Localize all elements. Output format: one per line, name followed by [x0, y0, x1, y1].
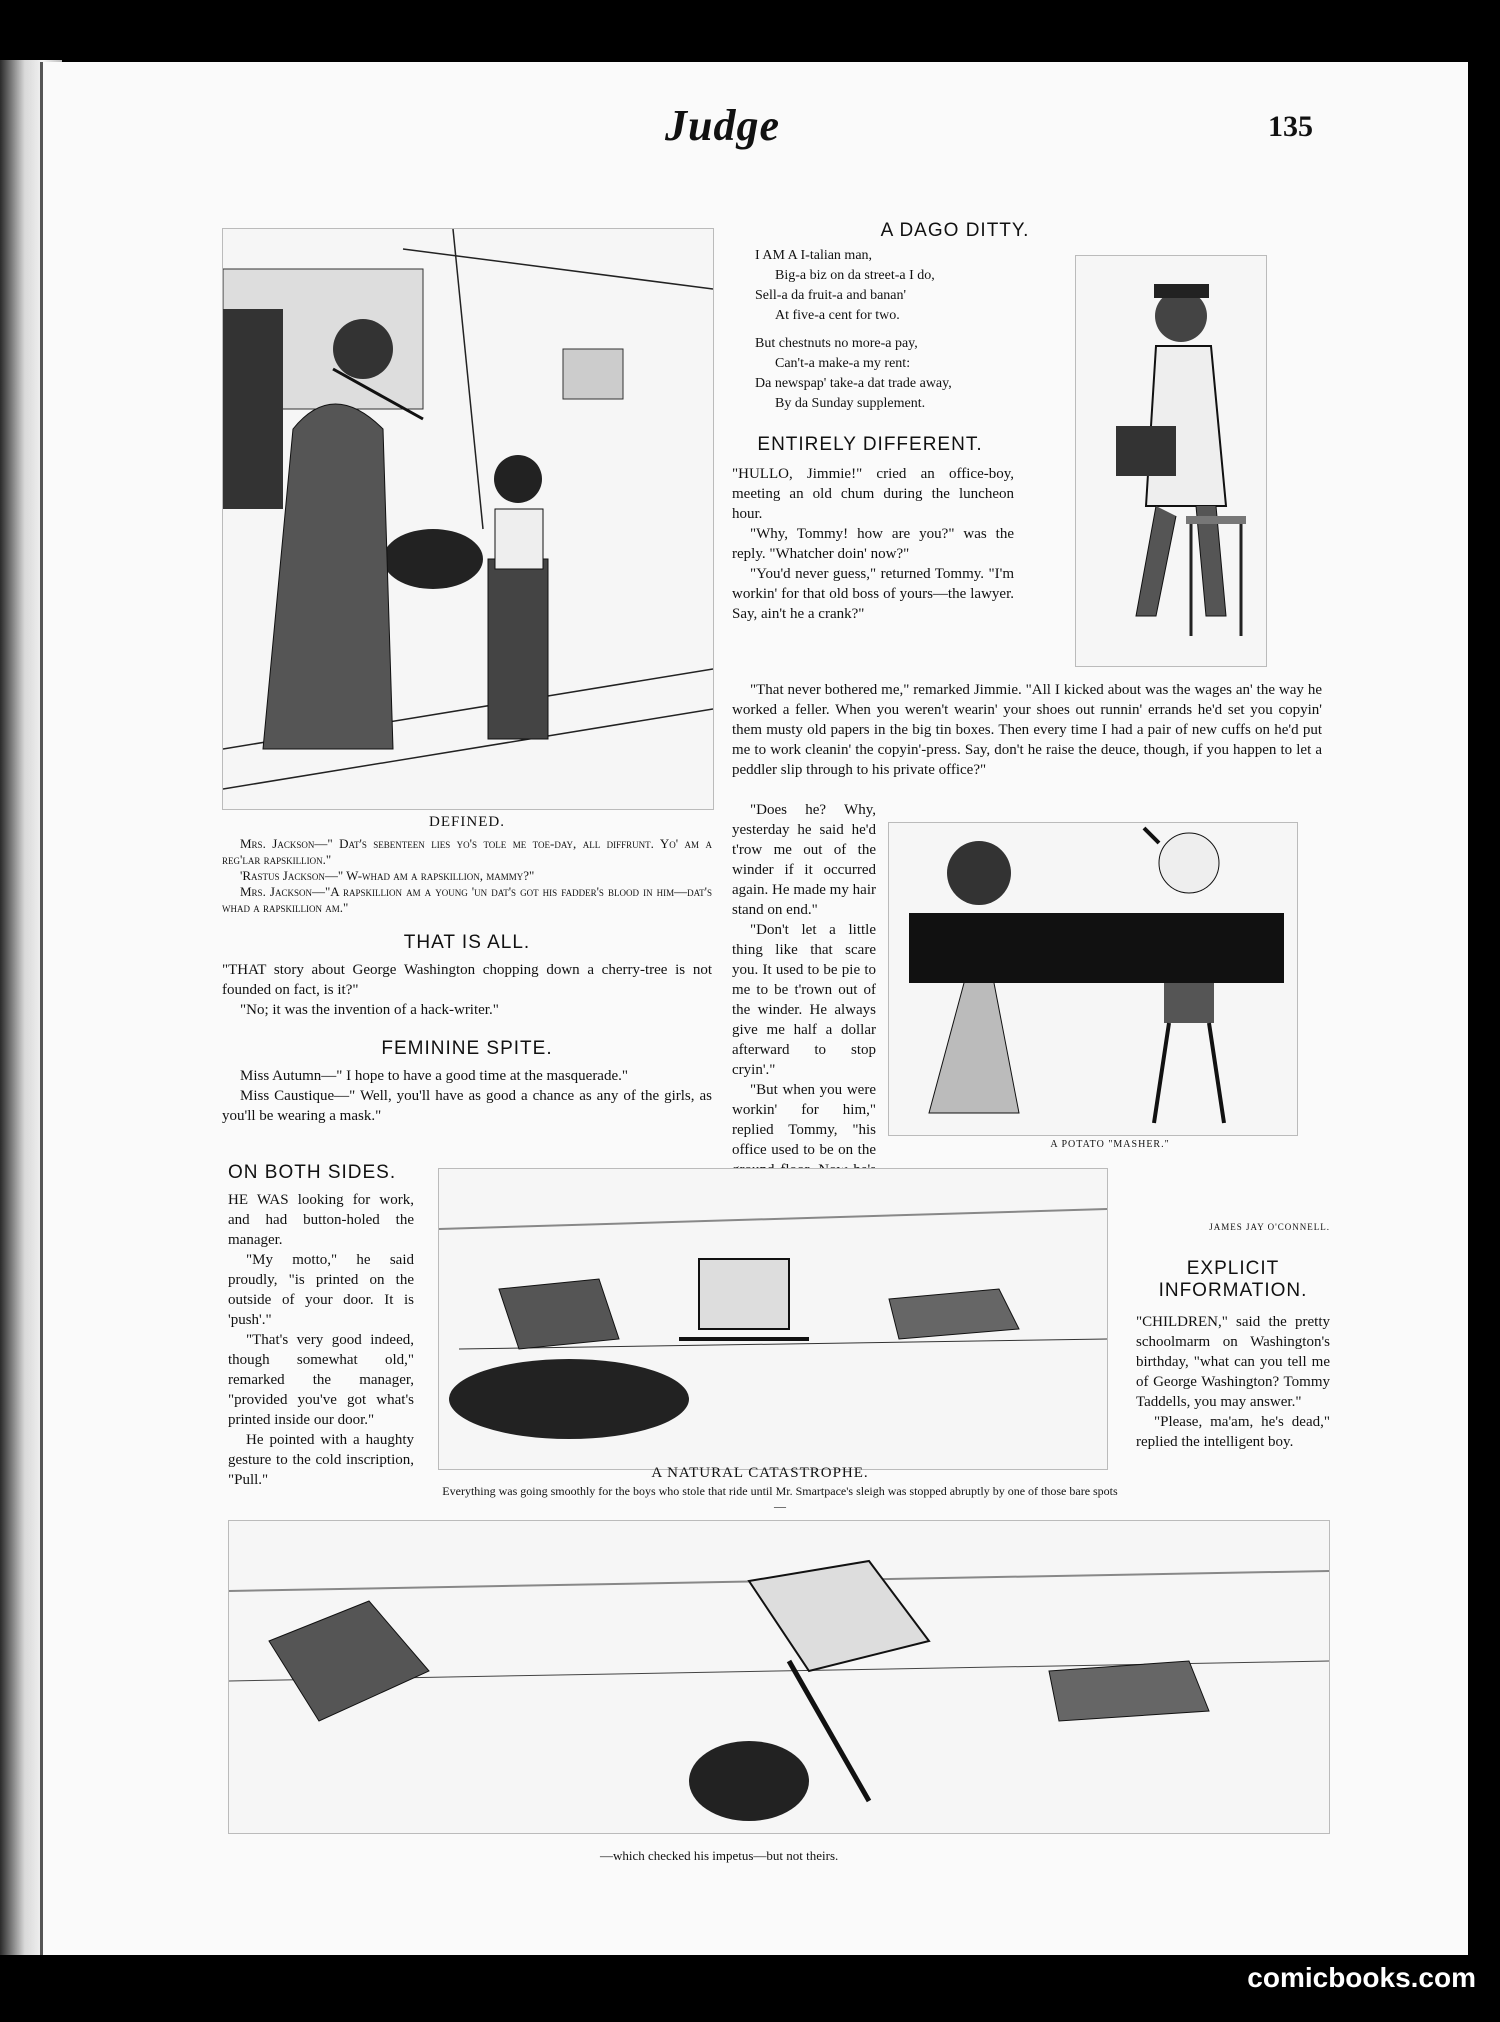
defined-text — [222, 836, 712, 916]
paragraph: "That's very good indeed, though somewhat old," remarked the manager, "provided you've got what's printed inside our door." — [228, 1332, 414, 1428]
paragraph: "But when you were workin' for him," replied Tommy, "his office used to be on the — [732, 1082, 876, 1158]
paragraph: "My motto," he said proudly, "is printed on the outside of your door. It is 'push'." — [228, 1252, 414, 1328]
explicit-information-text — [1136, 1312, 1330, 1452]
feminine-spite-title: FEMININE SPITE. — [381, 1038, 553, 1059]
paragraph: "You'd never guess," returned Tommy. "I'm workin' for that old boss of yours—the lawyer. Say, ain't he a crank?" — [732, 566, 1014, 622]
illustration-potato-masher — [888, 822, 1298, 1136]
catastrophe-title: A NATURAL CATASTROPHE. — [651, 1465, 869, 1481]
defined-line: Mrs. Jackson—" Dat's sebenteen lies yo's tole me toe-day, all diffrunt. Yo' am a reg'lar rapskillion." — [222, 836, 712, 867]
verse-line: By da Sunday supplement. — [775, 396, 926, 411]
that-is-all-text — [222, 960, 712, 1020]
signature: JAMES JAY O'CONNELL. — [1209, 1222, 1330, 1232]
verse-line: Da newspap' take-a dat trade away, — [755, 376, 952, 391]
verse-line: Can't-a make-a my rent: — [775, 356, 911, 371]
verse-line: But chestnuts no more-a pay, — [755, 336, 918, 351]
paragraph: He pointed with a haughty gesture to the cold inscription, "Pull." — [228, 1432, 414, 1488]
catastrophe-subtitle: Everything was going smoothly for the boys who stole that ride until Mr. Smartpace's sleigh was stopped abruptly by one of those bare spots— — [442, 1484, 1118, 1513]
paragraph: "Please, ma'am, he's dead," replied the intelligent boy. — [1136, 1414, 1330, 1450]
sleigh-ride-drawing — [439, 1169, 1107, 1469]
paragraph: "Does he? Why, yesterday he said he'd t'row me out of the winder if it occurred again. He made my hair stand on end." — [732, 802, 876, 918]
paragraph: Miss Caustique—" Well, you'll have as good a chance as any of the girls, as you'll be wearing a mask." — [222, 1088, 712, 1124]
paragraph: "Why, Tommy! how are you?" was the reply. "Whatcher doin' now?" — [732, 526, 1014, 562]
paragraph: "THAT story about George Washington chopping down a cherry-tree is not founded on fact, is it?" — [222, 962, 712, 998]
watermark: comicbooks.com — [1247, 1962, 1476, 1993]
dago-ditty-stanza-2 — [755, 334, 1085, 414]
illustration-kitchen-scene — [222, 228, 714, 810]
paragraph: "CHILDREN," said the pretty schoolmarm on Washington's birthday, "what can you tell me of George Washington? Tommy Taddells, you may answer." — [1136, 1314, 1330, 1410]
illustration-seated-man — [1075, 255, 1267, 667]
verse-line: Big-a biz on da street-a I do, — [775, 268, 935, 283]
verse-line: I AM A I-talian man, — [755, 248, 873, 263]
paragraph: "That never bothered me," remarked Jimmie. "All I kicked about was the wages an' the way he worked a feller. When you weren't wearin' your shoes out runnin' errands he'd set you copyin' them musty old papers in the big tin boxes. Then every time I had a pair of new cuffs on he'd put me to work cleanin' the copyin'-press. Say, don't he raise the deuce, though, if you happen to let a peddler slip through to his private office?" — [732, 682, 1322, 778]
illustration-sleigh-ride — [438, 1168, 1108, 1470]
entirely-different-wide — [732, 680, 1322, 780]
kitchen-drawing — [223, 229, 713, 809]
paragraph: Miss Autumn—" I hope to have a good time at the masquerade." — [240, 1068, 629, 1084]
catastrophe-bottom-caption: —which checked his impetus—but not theirs. — [600, 1848, 839, 1863]
entirely-different-col1 — [732, 464, 1014, 676]
on-both-sides-text — [228, 1190, 414, 1490]
verse-line: Sell-a da fruit-a and banan' — [755, 288, 907, 303]
page-number: 135 — [1268, 110, 1313, 143]
on-both-sides-title: ON BOTH SIDES. — [228, 1162, 397, 1183]
paragraph: HE WAS looking for work, and had button-holed the manager. — [228, 1192, 414, 1248]
seated-man-drawing — [1076, 256, 1266, 666]
feminine-spite-text — [222, 1066, 712, 1126]
entirely-different-narrow — [732, 800, 876, 1220]
that-is-all-title: THAT IS ALL. — [403, 932, 531, 953]
paragraph: "No; it was the invention of a hack-writer." — [240, 1002, 499, 1018]
masthead-title: Judge — [665, 101, 780, 150]
explicit-information-title: EXPLICIT INFORMATION. — [1158, 1258, 1308, 1301]
dago-ditty-stanza-1 — [755, 246, 1085, 326]
paragraph: "Don't let a little thing like that scare you. It used to be pie to me to be t'rown out of the winder. He always give me half a dollar afterward to stop cryin'." — [732, 922, 876, 1078]
defined-line: 'Rastus Jackson—" W-whad am a rapskillion, mammy?" — [240, 868, 535, 883]
sleigh-crash-drawing — [229, 1521, 1329, 1833]
potato-masher-caption: A POTATO "MASHER." — [1050, 1139, 1170, 1150]
paragraph: "HULLO, Jimmie!" cried an office-boy, meeting an old chum during the luncheon hour. — [732, 466, 1014, 522]
dago-ditty-title: A DAGO DITTY. — [880, 220, 1030, 241]
defined-title: DEFINED. — [429, 814, 505, 830]
entirely-different-title: ENTIRELY DIFFERENT. — [757, 434, 983, 455]
defined-line: Mrs. Jackson—"A rapskillion am a young 'un dat's got his fadder's blood in him—dat's whad a rapskillion am." — [222, 884, 712, 915]
illustration-sleigh-crash — [228, 1520, 1330, 1834]
potato-masher-drawing — [889, 823, 1297, 1135]
verse-line: At five-a cent for two. — [775, 308, 900, 323]
